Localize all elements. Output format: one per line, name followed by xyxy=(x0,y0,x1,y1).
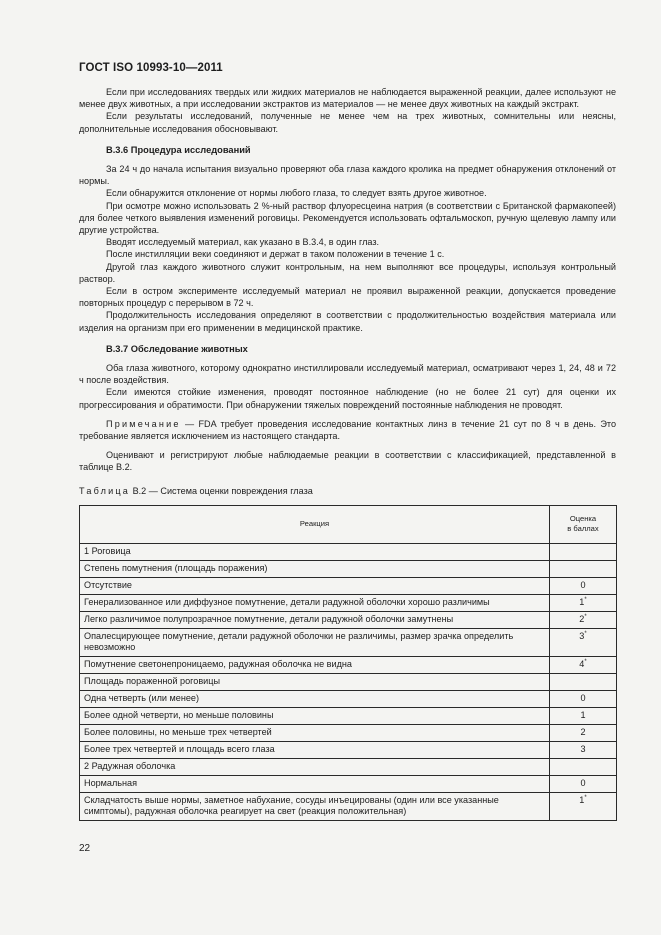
table-header-row xyxy=(80,505,617,543)
footnote-mark: * xyxy=(584,596,587,603)
column-header-reaction: Реакция xyxy=(80,505,550,543)
table-row xyxy=(80,690,617,707)
footnote-mark: * xyxy=(584,794,587,801)
section-b37-title: В.3.7 Обследование животных xyxy=(106,343,248,354)
note-paragraph xyxy=(79,418,616,442)
reaction-cell: Помутнение светонепроницаемо, радужная оболочка не видна xyxy=(80,656,550,673)
b36-paragraph: За 24 ч до начала испытания визуально проверяют оба глаза каждого кролика на предмет обнаружения отклонений от нормы. xyxy=(79,164,616,187)
reaction-cell: 2 Радужная оболочка xyxy=(80,758,550,775)
footnote-mark: * xyxy=(584,630,587,637)
score-cell xyxy=(550,577,617,594)
score-value: 0 xyxy=(580,579,586,590)
score-cell xyxy=(550,543,617,560)
table-row xyxy=(80,577,617,594)
score-cell xyxy=(550,758,617,775)
reaction-cell: Площадь пораженной роговицы xyxy=(80,673,550,690)
b36-paragraph: После инстилляции веки соединяют и держат в таком положении в течение 1 с. xyxy=(106,249,445,260)
score-cell xyxy=(550,560,617,577)
reaction-cell: Нормальная xyxy=(80,775,550,792)
section-b36-title: В.3.6 Процедура исследований xyxy=(106,144,251,155)
table-row xyxy=(80,724,617,741)
reaction-cell: Складчатость выше нормы, заметное набухание, сосуды инъецированы (один или все указанные симптомы), радужная оболочка реагирует на свет (реакция положительная) xyxy=(80,792,550,820)
score-cell xyxy=(550,673,617,690)
score-value: 1 xyxy=(579,794,585,805)
score-value: 3 xyxy=(580,743,586,754)
score-cell xyxy=(550,656,617,673)
score-cell xyxy=(550,611,617,628)
b36-paragraph: Продолжительность исследования определяют в соответствии с продолжительностью воздействия материала или изделия на организм при его применении в медицинской практике. xyxy=(79,310,616,333)
table-row xyxy=(80,741,617,758)
b36-paragraph: Если обнаружится отклонение от нормы любого глаза, то следует взять другое животное. xyxy=(106,188,487,199)
table-row xyxy=(80,543,617,560)
score-value: 3 xyxy=(579,630,585,641)
b37-paragraph: Оба глаза животного, которому однократно инстиллировали исследуемый материал, осматривают через 1, 24, 48 и 72 ч после воздействия. xyxy=(79,363,616,386)
table-row xyxy=(80,673,617,690)
b36-paragraph: При осмотре можно использовать 2 %-ный раствор флуоресцеина натрия (в соответствии с Британской фармакопеей) для более четкого выявления изменений роговицы. Рекомендуется использовать офтальмоскоп, ручную щелевую лампу или другие устройства. xyxy=(79,200,616,236)
document-header: ГОСТ ISO 10993-10—2011 xyxy=(79,62,223,74)
reaction-cell: Более одной четверти, но меньше половины xyxy=(80,707,550,724)
footnote-mark: * xyxy=(584,658,587,665)
table-row xyxy=(80,656,617,673)
score-cell xyxy=(550,690,617,707)
table-caption-title: В.2 — Система оценки повреждения глаза xyxy=(130,485,313,496)
table-row xyxy=(80,628,617,656)
reaction-cell: Генерализованное или диффузное помутнение, детали радужной оболочки хорошо различимы xyxy=(80,594,550,611)
b36-paragraph: Если в остром эксперименте исследуемый материал не проявил выраженной реакции, допускается проведение повторных процедур с перерывом в 72 ч. xyxy=(79,286,616,309)
table-caption xyxy=(79,485,616,497)
table-row xyxy=(80,611,617,628)
page-number: 22 xyxy=(79,843,91,854)
eye-damage-grading-table xyxy=(79,505,617,821)
b37-paragraph: Если имеются стойкие изменения, проводят постоянное наблюдение (но не более 21 сут) для оценки их прогрессирования и обратимости. При обнаружении тяжелых повреждений постоянные наблюдения не проводят. xyxy=(79,387,616,410)
reaction-cell: Более трех четвертей и площадь всего глаза xyxy=(80,741,550,758)
note-label: Примечание xyxy=(106,418,181,429)
reaction-cell: Отсутствие xyxy=(80,577,550,594)
table-row xyxy=(80,594,617,611)
column-header-score: Оценка в баллах xyxy=(550,505,617,543)
score-value: 0 xyxy=(580,777,586,788)
reaction-cell: Более половины, но меньше трех четвертей xyxy=(80,724,550,741)
score-value: 1 xyxy=(580,709,586,720)
score-cell xyxy=(550,628,617,656)
score-cell xyxy=(550,594,617,611)
reaction-cell: Легко различимое полупрозрачное помутнение, детали радужной оболочки замутнены xyxy=(80,611,550,628)
score-value: 1 xyxy=(579,596,585,607)
score-value: 4 xyxy=(579,658,585,669)
b36-paragraph: Вводят исследуемый материал, как указано в В.3.4, в один глаз. xyxy=(106,237,380,248)
note-text: — FDA требует проведения исследование контактных линз в течение 21 сут по 8 ч в день. Это требование является исключением из настоящего стандарта. xyxy=(79,418,616,442)
reaction-cell: Одна четверть (или менее) xyxy=(80,690,550,707)
intro-paragraph-1: Если при исследованиях твердых или жидких материалов не наблюдается выраженной реакции, далее используют не менее двух животных, а при исследовании экстрактов из материалов — не менее двух животных на каждый экстракт. xyxy=(79,87,616,110)
reaction-cell: 1 Роговица xyxy=(80,543,550,560)
table-row xyxy=(80,707,617,724)
table-caption-word: Таблица xyxy=(79,485,131,496)
score-cell xyxy=(550,724,617,741)
intro-paragraph-2: Если результаты исследований, полученные не менее чем на трех животных, сомнительны или неясны, дополнительные исследования обосновывают. xyxy=(79,111,616,134)
table-row xyxy=(80,758,617,775)
footnote-mark: * xyxy=(584,613,587,620)
score-value: 2 xyxy=(579,613,585,624)
reaction-cell: Опалесцирующее помутнение, детали радужной оболочки не различимы, размер зрачка определить невозможно xyxy=(80,628,550,656)
table-row xyxy=(80,792,617,820)
table-row xyxy=(80,775,617,792)
page-content xyxy=(79,86,616,821)
score-value: 2 xyxy=(580,726,586,737)
closing-paragraph: Оценивают и регистрируют любые наблюдаемые реакции в соответствии с классификацией, представленной в таблице В.2. xyxy=(79,450,616,473)
b36-paragraph: Другой глаз каждого животного служит контрольным, на нем выполняют все процедуры, используя контрольный раствор. xyxy=(79,261,616,284)
score-value: 0 xyxy=(580,692,586,703)
score-cell xyxy=(550,707,617,724)
score-cell xyxy=(550,792,617,820)
score-cell xyxy=(550,775,617,792)
table-row xyxy=(80,560,617,577)
score-cell xyxy=(550,741,617,758)
reaction-cell: Степень помутнения (площадь поражения) xyxy=(80,560,550,577)
